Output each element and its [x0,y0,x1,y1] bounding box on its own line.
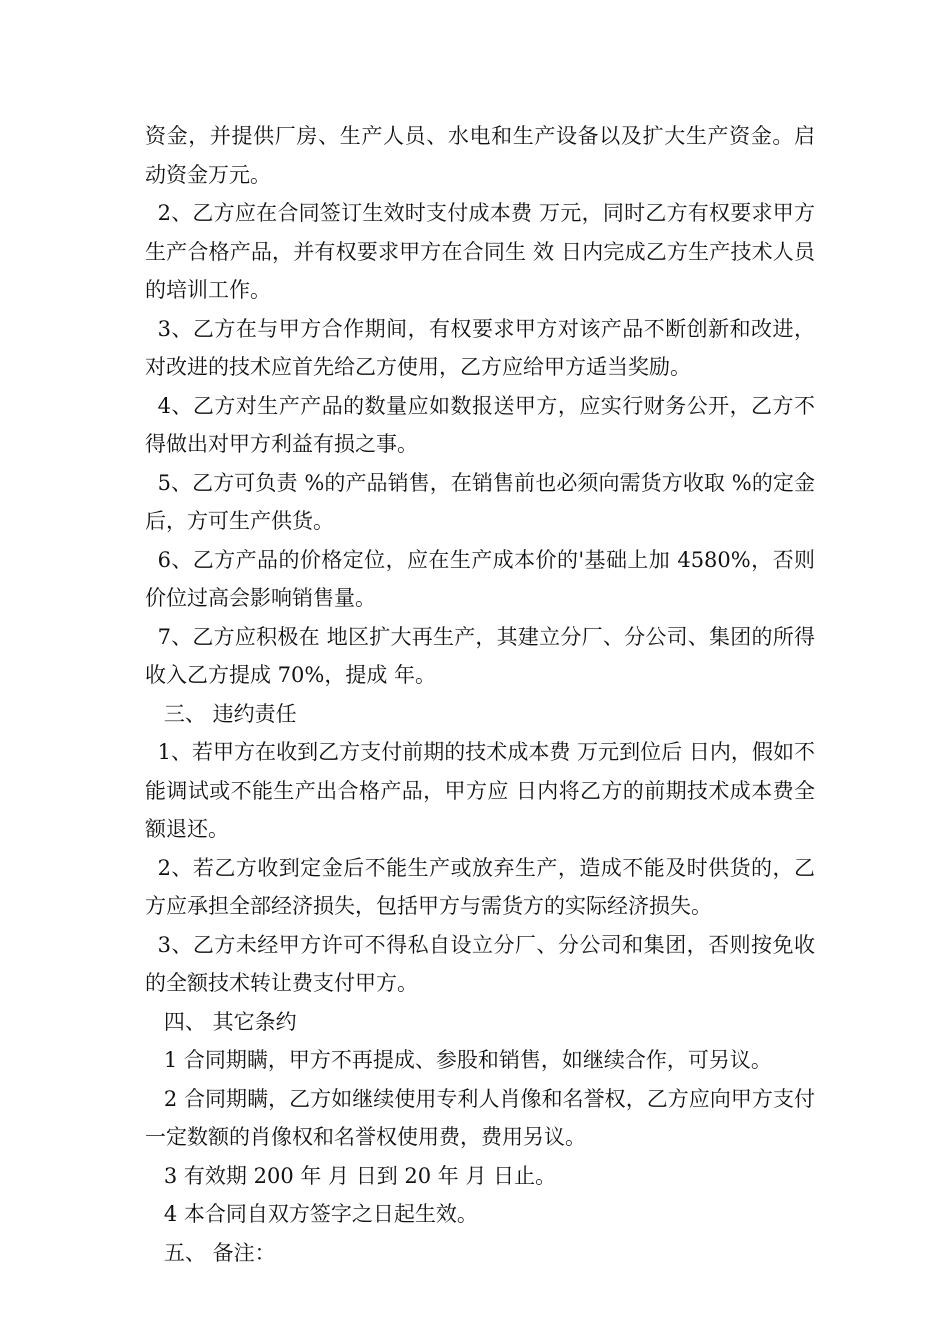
paragraph-funding: 资金，并提供厂房、生产人员、水电和生产设备以及扩大生产资金。启动资金万元。 [145,124,815,187]
clause-4-reporting: 4、乙方对生产产品的数量应如数报送甲方，应实行财务公开，乙方不得做出对甲方利益有损之事。 [145,393,815,456]
clause-5-sales: 5、乙方可负责 %的产品销售，在销售前也必须向需货方收取 %的定金后，方可生产供货。 [145,470,815,533]
breach-clause-1: 1、若甲方在收到乙方支付前期的技术成本费 万元到位后 日内，假如不能调试或不能生产出合格产品，甲方应 日内将乙方的前期技术成本费全额退还。 [145,740,815,841]
other-term-2: 2 合同期瞒，乙方如继续使用专利人肖像和名誉权，乙方应向甲方支付一定数额的肖像权和名誉权使用费，费用另议。 [145,1086,815,1149]
clause-7-expansion: 7、乙方应积极在 地区扩大再生产，其建立分厂、分公司、集团的所得收入乙方提成 70%，提成 年。 [145,624,815,687]
clause-6-pricing: 6、乙方产品的价格定位，应在生产成本价的'基础上加 4580%，否则价位过高会影响销售量。 [145,547,815,610]
breach-clause-3: 3、乙方未经甲方许可不得私自设立分厂、分公司和集团，否则按免收的全额技术转让费支付甲方。 [145,932,815,995]
other-term-3: 3 有效期 200 年 月 日到 20 年 月 日止。 [163,1163,557,1188]
other-term-4: 4 本合同自双方签字之日起生效。 [163,1202,478,1226]
section-heading-breach: 三、 违约责任 [163,701,297,726]
section-heading-other-terms: 四、 其它条约 [163,1009,297,1034]
other-term-1: 1 合同期瞒，甲方不再提成、参股和销售，如继续合作，可另议。 [163,1048,772,1072]
breach-clause-2: 2、若乙方收到定金后不能生产或放弃生产，造成不能及时供货的，乙方应承担全部经济损失，包括甲方与需货方的实际经济损失。 [145,855,815,918]
document-body [145,117,815,1272]
clause-2-cost-fee: 2、乙方应在合同签订生效时支付成本费 万元，同时乙方有权要求甲方生产合格产品，并有权要求甲方在合同生 效 日内完成乙方生产技术人员的培训工作。 [145,201,815,302]
clause-3-innovation: 3、乙方在与甲方合作期间，有权要求甲方对该产品不断创新和改进，对改进的技术应首先给乙方使用，乙方应给甲方适当奖励。 [145,316,815,379]
section-heading-notes: 五、 备注： [163,1240,276,1265]
